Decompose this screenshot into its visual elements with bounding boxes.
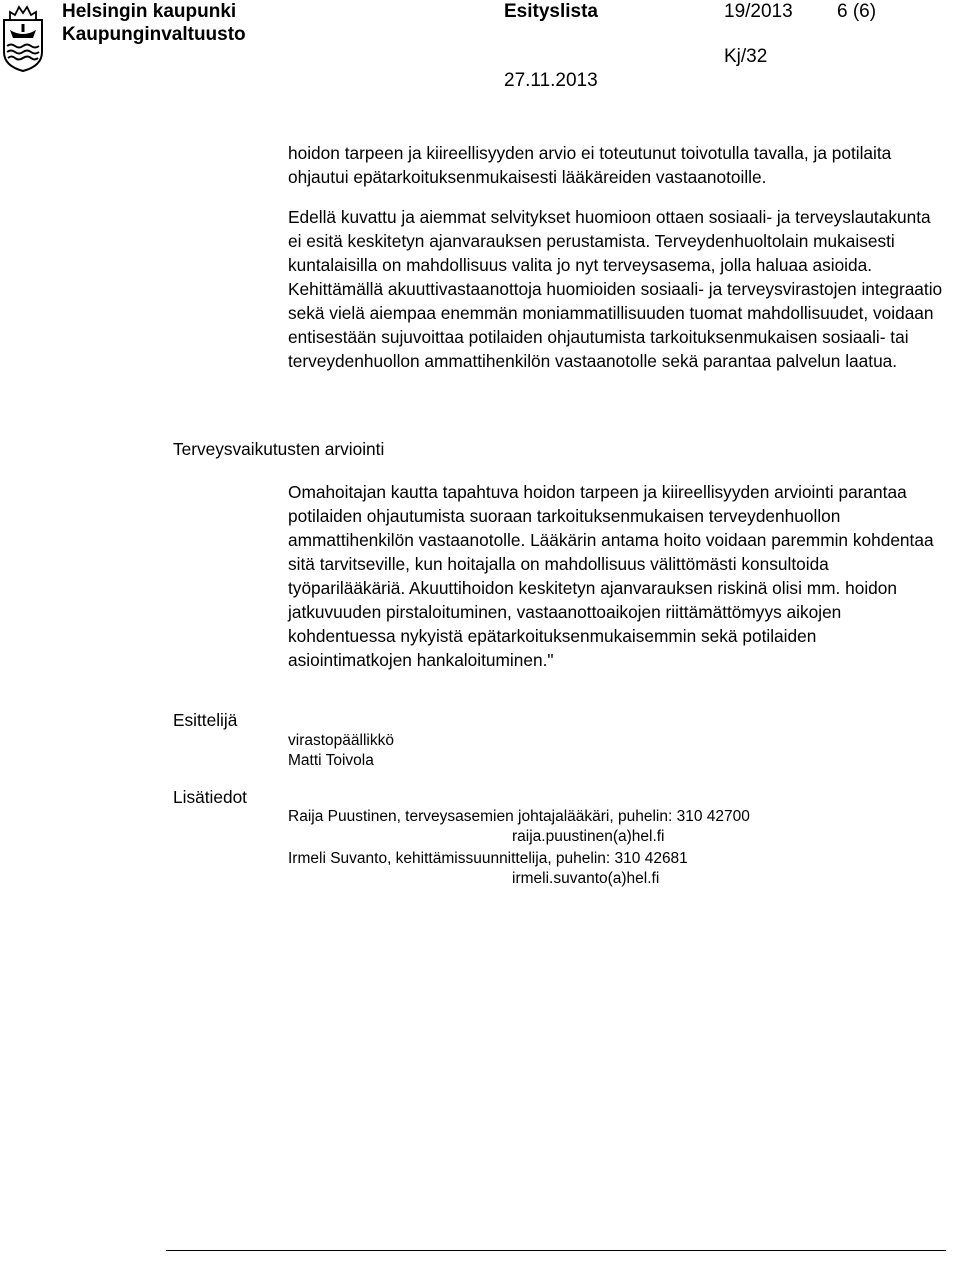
meeting-date: 27.11.2013 — [504, 70, 598, 91]
section-label-impact: Terveysvaikutusten arviointi — [173, 439, 385, 459]
contact-email[interactable]: raija.puustinen(a)hel.fi — [512, 828, 665, 845]
doc-type: Esityslista — [504, 1, 598, 22]
contact-line: Raija Puustinen, terveysasemien johtajalääkäri, puhelin: 310 42700 — [288, 808, 750, 825]
paragraph-1: hoidon tarpeen ja kiireellisyyden arvio ei toteutunut toivotulla tavalla, ja potilaita ohjautui epätarkoituksenmukaisesti lääkäreiden vastaanotoille. — [288, 143, 892, 187]
presenter-title: virastopäällikkö — [288, 732, 394, 749]
presenter-name: Matti Toivola — [288, 752, 374, 769]
helsinki-crest-logo — [0, 0, 46, 72]
paragraph-3: Omahoitajan kautta tapahtuva hoidon tarpeen ja kiireellisyyden arviointi parantaa potilaiden ohjautumista suoraan tarkoituksenmukaisen terveydenhuollon ammattihenkilön vastaanotolle. Lääkärin antama hoito voidaan paremmin kohdentaa sitä tarvitseville, kun hoitajalla on mahdollisuus välittömästi konsultoida työparilääkäriä. Akuuttihoidon keskitetyn ajanvarauksen riskinä olisi mm. hoidon jatkuvuuden pirstaloituminen, vastaanottoaikojen riittämättömyys aikojen kohdentuessa nykyistä epätarkoituksenmukaisemmin sekä potilaiden asiointimatkojen hankaloituminen." — [288, 482, 934, 670]
contact-email[interactable]: irmeli.suvanto(a)hel.fi — [512, 870, 660, 887]
page-number: 6 (6) — [837, 1, 877, 22]
section-label-presenter: Esittelijä — [173, 710, 238, 730]
body-name: Kaupunginvaltuusto — [62, 24, 246, 45]
item-code: Kj/32 — [724, 46, 768, 67]
section-label-info: Lisätiedot — [173, 787, 247, 807]
organization-name: Helsingin kaupunki — [62, 1, 237, 22]
footer-divider — [166, 1250, 946, 1251]
doc-number: 19/2013 — [724, 1, 793, 22]
contact-line: Irmeli Suvanto, kehittämissuunnittelija, puhelin: 310 42681 — [288, 850, 688, 867]
paragraph-2: Edellä kuvattu ja aiemmat selvitykset huomioon ottaen sosiaali- ja terveyslautakunta ei esitä keskitetyn ajanvarauksen perustamista. Terveydenhuoltolain mukaisesti kuntalaisilla on mahdollisuus valita jo nyt terveysasema, jolla haluaa asioida. Kehittämällä akuuttivastaanottoja huomioiden sosiaali- ja terveysvirastojen integraatio sekä vielä aiempaa enemmän moniammatillisuuden tuomat mahdollisuudet, voidaan entisestään sujuvoittaa potilaiden ohjautumista tarkoituksenmukaisen sosiaali- tai terveydenhuollon ammattihenkilön vastaanotolle sekä parantaa palvelun laatua. — [288, 207, 943, 371]
